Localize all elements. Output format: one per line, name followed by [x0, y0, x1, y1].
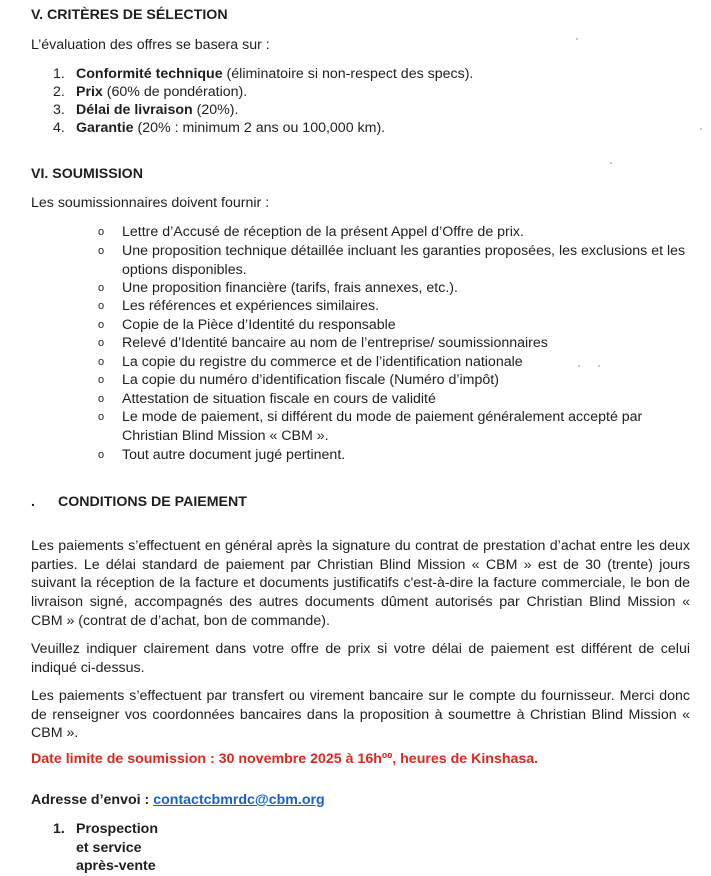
bullet-icon: o — [98, 300, 105, 312]
section-title-criteria: V. CRITÈRES DE SÉLECTION — [31, 7, 228, 23]
criteria-intro: L’évaluation des offres se basera sur : — [31, 37, 270, 53]
list-item-text: Copie de la Pièce d’Identité du responsable — [122, 317, 396, 333]
payment-paragraph: Les paiements s’effectuent en général après la signature du contrat de prestation d’achat entre les deux parties. Le délai standard de paiement par Christian Blind Mission « CBM » est de 30 (trente) jours suivant la réception de la facture et documents justificatifs c'est-à-dire la facture commerciale, le bon de livraison signé, accompagnés des autres documents dûment autorisés par Christian Blind Mission « CBM » (contrat de d’achat, bon de commande). — [31, 538, 690, 629]
criteria-item-number: 1. — [53, 66, 65, 82]
bullet-icon: o — [98, 319, 105, 331]
list-item-text: Relevé d’Identité bancaire au nom de l’entreprise/ soumissionnaires — [122, 335, 548, 351]
criteria-item-number: 4. — [53, 120, 65, 136]
bullet-icon: o — [98, 245, 105, 257]
scan-speck — [576, 38, 578, 40]
section-title-submission: VI. SOUMISSION — [31, 166, 143, 182]
section-title-payment: CONDITIONS DE PAIEMENT — [58, 494, 247, 510]
list-item-text: La copie du numéro d’identification fiscale (Numéro d’impôt) — [122, 372, 499, 388]
scan-speck — [598, 365, 600, 367]
email-link[interactable]: contactcbmrdc@cbm.org — [153, 792, 325, 808]
scan-speck — [578, 365, 580, 367]
bullet-icon: o — [98, 449, 105, 461]
bullet-icon: o — [98, 374, 105, 386]
list-item-text: La copie du registre du commerce et de l’identification nationale — [122, 354, 523, 370]
criteria-item-number: 2. — [53, 84, 65, 100]
criteria-item-name: Délai de livraison — [76, 102, 193, 118]
bullet-icon: o — [98, 356, 105, 368]
payment-paragraph: Veuillez indiquer clairement dans votre offre de prix si votre délai de paiement est différent de celui indiqué ci-dessus. — [31, 641, 690, 676]
submission-intro: Les soumissionnaires doivent fournir : — [31, 195, 270, 211]
criteria-item-number: 3. — [53, 102, 65, 118]
list-item-text: Tout autre document jugé pertinent. — [122, 447, 346, 463]
list-item-text: Attestation de situation fiscale en cours de validité — [122, 391, 436, 407]
criteria-item-detail: (20% : minimum 2 ans ou 100,000 km). — [133, 120, 386, 136]
criteria-item-name: Prix — [76, 84, 103, 100]
scan-speck — [700, 128, 702, 130]
scan-speck — [610, 162, 612, 164]
criteria-item-detail: (60% de pondération). — [102, 84, 248, 100]
list-item-text: Les références et expériences similaires. — [122, 298, 380, 314]
bullet-icon: o — [98, 282, 105, 294]
bullet-icon: o — [98, 393, 105, 405]
list-item-text: Une proposition technique détaillée incluant les garanties proposées, les exclusions et les options disponibles. — [122, 243, 686, 278]
criteria-item-detail: (éliminatoire si non-respect des specs). — [222, 66, 474, 82]
bullet-icon: o — [98, 411, 105, 423]
criteria-item-name: Garantie — [76, 120, 134, 136]
list-item-text: Lettre d’Accusé de réception de la présent Appel d’Offre de prix. — [122, 224, 524, 240]
submission-deadline: Date limite de soumission : 30 novembre 2025 à 16hºº, heures de Kinshasa. — [31, 751, 539, 767]
bullet-icon: o — [98, 226, 105, 238]
list-item-text: Une proposition financière (tarifs, frais annexes, etc.). — [122, 280, 458, 296]
section-bullet: . — [31, 494, 35, 510]
payment-paragraph: Les paiements s’effectuent par transfert ou virement bancaire sur le compte du fournisseur. Merci donc de renseigner vos coordonnées bancaires dans la proposition à soumettre à Christian Blind Mission « CBM ». — [31, 688, 690, 742]
send-address — [31, 791, 325, 810]
criteria-item-name: Conformité technique — [76, 66, 223, 82]
list-item-text: Le mode de paiement, si différent du mode de paiement généralement accepté par Christian Blind Mission « CBM ». — [122, 409, 643, 444]
bullet-icon: o — [98, 337, 105, 349]
next-item-title: Prospection et service après-vente — [76, 821, 158, 875]
criteria-item-detail: (20%). — [192, 102, 239, 118]
next-item-number: 1. — [53, 821, 65, 837]
address-label: Adresse d’envoi : — [31, 792, 154, 808]
